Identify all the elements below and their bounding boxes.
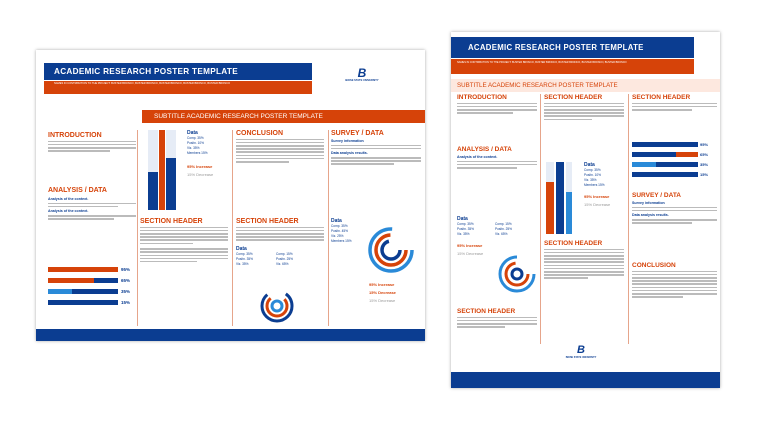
data-item: Comp. 35% (331, 224, 348, 228)
bronco-b-icon: B (357, 66, 367, 80)
text-line (632, 293, 717, 295)
concentric-rings-chart (366, 225, 416, 275)
hbar-row (632, 172, 708, 177)
data-item: Comp. 35% (187, 136, 204, 140)
column-divider (628, 94, 629, 344)
bronco-b-icon: B (577, 344, 585, 356)
text-line (632, 280, 717, 282)
data-item: Positn. 10% (584, 173, 602, 177)
hbar-value: 15% (700, 172, 709, 177)
text-line (544, 261, 624, 263)
section-header-block-2 (544, 94, 624, 122)
data-item: Comp. 35% (236, 251, 253, 256)
section-heading: SECTION HEADER (236, 218, 299, 225)
hbar-value: 15% (121, 300, 131, 305)
hbar-value: 95% (700, 142, 709, 147)
text-line (544, 271, 624, 273)
text-line (544, 255, 624, 257)
analysis-heading: ANALYSIS / DATA (457, 146, 512, 153)
data-grid (236, 252, 316, 267)
data-item: Comp. 35% (457, 222, 474, 226)
text-line (544, 109, 624, 111)
text-line (140, 243, 193, 245)
text-line (236, 158, 324, 160)
text-line (457, 164, 537, 166)
text-line (632, 277, 717, 279)
text-line (140, 258, 228, 260)
authors-text: NAMES IN CONTRIBUTION TO THE PROJECT: BUSTER BRONCO, BUSTER BRONCO, BUSTER BRONCO, BUSTER BRONCO, BUSTER BRONCO (457, 61, 627, 64)
analysis-heading: ANALYSIS / DATA (48, 187, 107, 194)
text-line (236, 239, 324, 241)
authors-text: NAMES IN CONTRIBUTION TO THE PROJECT: BUSTER BRONCO, BUSTER BRONCO, BUSTER BRONCO, BUSTER BRONCO, BUSTER BRONCO (54, 82, 230, 85)
text-line (457, 167, 517, 169)
column-divider (540, 94, 541, 344)
section-heading: SECTION HEADER (457, 308, 516, 315)
text-line (544, 106, 624, 108)
text-line (140, 255, 228, 257)
section-header-block-2 (236, 218, 324, 267)
section-header-block-3 (544, 240, 624, 280)
text-line (331, 160, 421, 162)
data-item: Viz. 35% (457, 232, 470, 236)
logo-text: BOISE STATE UNIVERSITY (345, 79, 379, 82)
hbar-row (632, 162, 708, 167)
text-line (632, 207, 717, 209)
decrease-stat: 15% Decrease (457, 251, 484, 256)
data-item: Viz. 65% (495, 232, 508, 236)
analysis-subheading-2: Analysis of the context. (48, 209, 89, 214)
text-line (632, 296, 683, 298)
text-line (236, 148, 324, 150)
text-line (140, 233, 228, 235)
analysis-subheading: Analysis of the context. (457, 155, 498, 159)
text-line (457, 161, 537, 163)
column-divider (232, 130, 233, 326)
text-line (236, 155, 324, 157)
section-heading: SECTION HEADER (544, 240, 603, 247)
decrease-stat: 15% Decrease (369, 298, 396, 303)
text-line (632, 210, 717, 212)
analysis-section (457, 146, 537, 170)
subtitle-text: SUBTITLE ACADEMIC RESEARCH POSTER TEMPLATE (154, 113, 323, 120)
text-line (236, 233, 324, 235)
text-line (331, 145, 421, 147)
section-heading: SECTION HEADER (544, 94, 603, 101)
conclusion-heading: CONCLUSION (632, 262, 676, 269)
data-heading: Data (331, 218, 342, 224)
text-line (632, 283, 717, 285)
hbar-value: 65% (121, 278, 131, 283)
text-line (544, 115, 624, 117)
survey-subheading: Survey information (632, 201, 665, 205)
decrease-stat: 15% Decrease (584, 202, 611, 207)
text-line (632, 106, 717, 108)
poster-title-bar (44, 63, 312, 80)
text-line (140, 236, 228, 238)
survey-subheading-2: Data analysis results. (632, 213, 669, 218)
data-item: Viz. 35% (236, 261, 249, 266)
hbar-row (632, 152, 708, 157)
text-line (140, 230, 228, 232)
ring-stats (369, 282, 424, 303)
survey-heading: SURVEY / DATA (331, 130, 384, 137)
section-header-block (457, 308, 537, 329)
decrease-stat: 15% Decrease (187, 172, 214, 177)
increase-stat: 95% Increase (369, 282, 395, 287)
text-line (457, 317, 537, 319)
text-line (544, 252, 624, 254)
hbar-chart (48, 267, 148, 312)
logo (551, 345, 611, 359)
survey-heading: SURVEY / DATA (632, 192, 682, 199)
poster-portrait (451, 32, 720, 388)
hbar-row (48, 300, 130, 305)
text-line (331, 148, 421, 150)
data-item: Positn. 25% (495, 227, 513, 231)
data-item: Positn. 25% (276, 256, 294, 261)
authors-bar (451, 59, 694, 74)
vbar-chart (546, 162, 576, 234)
text-line (48, 203, 136, 205)
data-item: Comp. 15% (495, 222, 512, 226)
section-header-block-4 (632, 94, 717, 112)
text-line (632, 109, 692, 111)
hbar-row (48, 289, 130, 294)
poster-title-bar (451, 37, 694, 58)
data-block-1 (584, 162, 624, 207)
text-line (236, 145, 324, 147)
data-item: Positn. 35% (236, 256, 254, 261)
section-heading: SECTION HEADER (140, 218, 203, 225)
data-item: Viz. 65% (276, 261, 289, 266)
column-divider (137, 130, 138, 326)
conclusion-section (236, 130, 324, 164)
analysis-section (48, 187, 136, 221)
hbar-value: 35% (700, 162, 709, 167)
text-line (48, 147, 136, 149)
survey-section (632, 192, 717, 225)
data-item: Viz. 25% (331, 234, 344, 238)
data-item: Comp. 35% (584, 168, 601, 172)
column-divider (328, 130, 329, 326)
text-line (48, 218, 114, 220)
poster-title: ACADEMIC RESEARCH POSTER TEMPLATE (54, 67, 238, 76)
text-line (140, 248, 228, 250)
text-line (48, 144, 136, 146)
text-line (457, 112, 513, 114)
decrease-stat: 15% Decrease (369, 290, 396, 295)
increase-stat: 95% Increase (584, 194, 610, 199)
hbar-value: 65% (700, 152, 709, 157)
text-line (140, 227, 228, 229)
footer-bar (451, 372, 720, 388)
hbar-row (48, 267, 130, 272)
logo-text: BOISE STATE UNIVERSITY (565, 356, 597, 359)
intro-section (48, 132, 136, 153)
text-line (544, 265, 624, 267)
survey-subheading: Survey information (331, 139, 364, 143)
concentric-rings-chart (497, 254, 537, 294)
text-line (236, 161, 289, 163)
text-line (544, 258, 624, 260)
hbar-chart (632, 142, 720, 186)
hbar-row (632, 142, 708, 147)
subtitle-bar (451, 79, 720, 92)
subtitle-bar (142, 110, 425, 123)
logo (332, 67, 392, 82)
text-line (632, 219, 717, 221)
text-line (544, 249, 624, 251)
text-line (48, 150, 110, 152)
poster-title: ACADEMIC RESEARCH POSTER TEMPLATE (468, 43, 644, 52)
analysis-subheading: Analysis of the context. (48, 197, 89, 201)
text-line (457, 109, 537, 111)
hbar-value: 95% (121, 267, 131, 272)
text-line (632, 274, 717, 276)
text-line (544, 268, 624, 270)
section-heading: SECTION HEADER (632, 94, 691, 101)
data-item: Positn. 35% (457, 227, 475, 231)
data-block-3 (457, 216, 537, 256)
text-line (331, 163, 394, 165)
subtitle-text: SUBTITLE ACADEMIC RESEARCH POSTER TEMPLATE (457, 82, 618, 89)
footer-bar (36, 329, 425, 341)
intro-section (457, 94, 537, 115)
data-item: Viz. 35% (187, 146, 200, 150)
text-line (236, 236, 324, 238)
text-line (236, 142, 324, 144)
data-heading: Data (236, 245, 247, 252)
text-line (48, 215, 136, 217)
text-line (544, 112, 624, 114)
text-line (457, 106, 537, 108)
data-heading: Data (584, 162, 595, 168)
increase-stat: 95% Increase (457, 243, 483, 248)
text-line (236, 227, 324, 229)
intro-heading: INTRODUCTION (457, 94, 507, 101)
increase-stat: 95% Increase (187, 164, 213, 169)
authors-bar (44, 81, 312, 94)
data-item: Members 15% (584, 183, 605, 187)
data-item: Comp. 15% (276, 251, 293, 256)
text-line (457, 320, 537, 322)
text-line (236, 151, 324, 153)
text-line (632, 287, 717, 289)
text-line (236, 139, 324, 141)
vbar-chart (148, 130, 178, 210)
text-line (544, 274, 624, 276)
text-line (48, 141, 136, 143)
text-line (632, 103, 717, 105)
data-item: Members 15% (331, 239, 352, 243)
data-block-1 (187, 130, 232, 177)
text-line (457, 103, 537, 105)
intro-heading: INTRODUCTION (48, 132, 102, 139)
text-line (331, 157, 421, 159)
conclusion-section (632, 262, 717, 299)
text-line (457, 323, 537, 325)
text-line (236, 230, 324, 232)
text-line (140, 251, 228, 253)
data-item: Positn. 10% (187, 141, 205, 145)
text-line (544, 103, 624, 105)
text-line (140, 239, 228, 241)
text-line (48, 206, 118, 208)
text-line (632, 222, 692, 224)
text-line (632, 290, 717, 292)
text-line (457, 326, 505, 328)
data-heading: Data (457, 216, 468, 222)
poster-landscape (36, 50, 425, 341)
data-item: Viz. 35% (584, 178, 597, 182)
survey-subheading-2: Data analysis results. (331, 151, 368, 156)
text-line (544, 277, 588, 279)
data-grid (457, 222, 537, 237)
text-line (632, 271, 717, 273)
data-item: Members 15% (187, 151, 208, 155)
text-line (140, 261, 197, 263)
survey-section (331, 130, 421, 167)
hbar-value: 35% (121, 289, 131, 294)
text-line (544, 119, 592, 121)
conclusion-heading: CONCLUSION (236, 130, 284, 137)
data-item: Positn. 45% (331, 229, 349, 233)
concentric-rings-chart-small (259, 288, 295, 324)
section-header-block (140, 218, 228, 264)
hbar-row (48, 278, 130, 283)
data-heading: Data (187, 130, 198, 136)
